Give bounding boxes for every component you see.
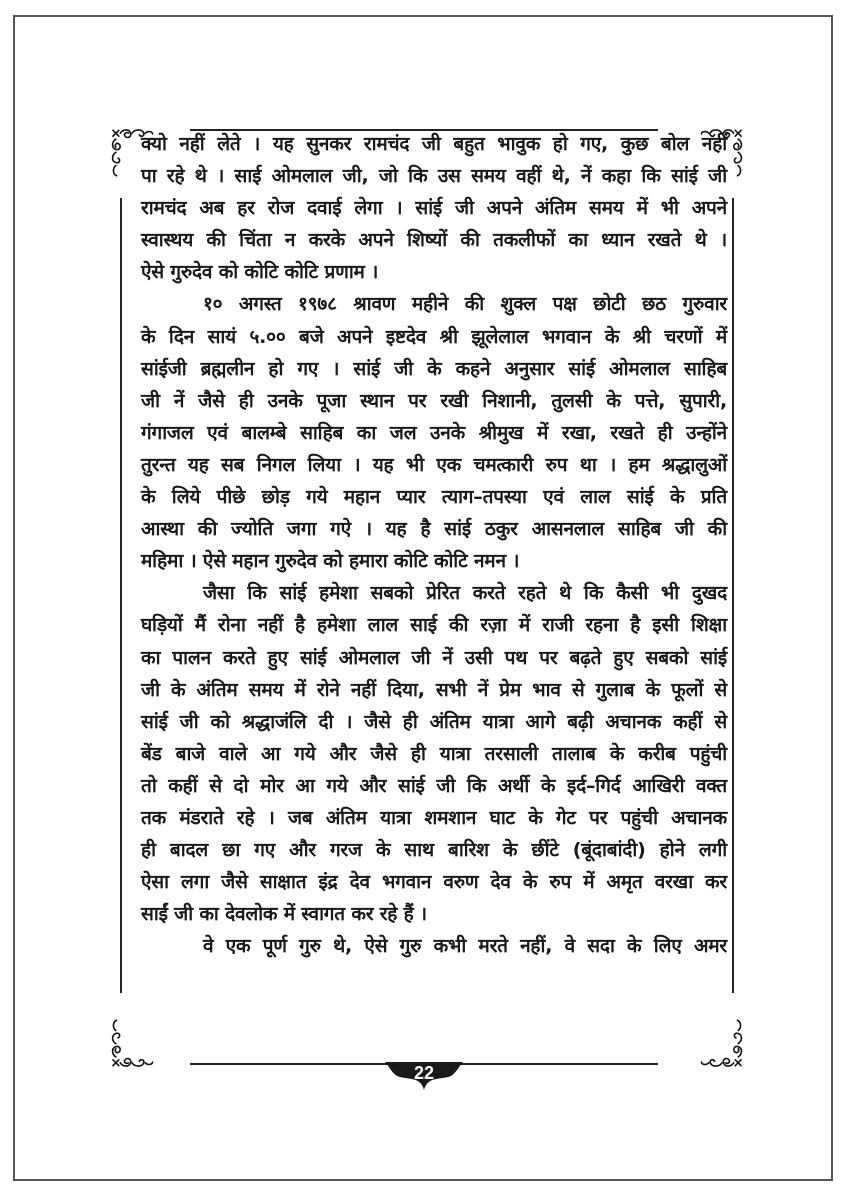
ornamental-scroll-icon (110, 1010, 154, 1076)
paragraph (141, 128, 727, 288)
corner-ornament-bottom-left-icon (110, 1010, 154, 1076)
paragraph (141, 577, 727, 930)
page-number-badge (385, 1062, 463, 1084)
text-line: वे एक पूर्ण गुरु थे, ऐसे गुरु कभी मरते नहीं, वे सदा के लिए अमर (203, 935, 727, 958)
body-text (141, 128, 727, 962)
text-line: ही बादल छा गए और गरज के साथ बारिश के छींटे (बूंदाबांदी) होने लगी (141, 839, 727, 862)
corner-ornament-bottom-right-icon (700, 1010, 744, 1076)
text-line: का पालन करते हुए सांई ओमलाल जी नें उसी पथ पर बढ़ते हुए सबको सांई (141, 646, 727, 669)
text-line: जी नें जैसे ही उनके पूजा स्थान पर रखी निशानी, तुलसी के पत्ते, सुपारी, (141, 389, 727, 412)
text-line: क्यो नहीं लेते । यह सुनकर रामचंद जी बहुत भावुक हो गए, कुछ बोल नहीं (141, 133, 727, 155)
text-line: जैसा कि सांई हमेशा सबको प्रेरित करते रहते थे कि कैसी भी दुखद (203, 582, 727, 605)
text-line: पा रहे थे । साई ओमलाल जी, जो कि उस समय वहीं थे, नें कहा कि सांई जी (141, 165, 727, 188)
text-line: महिमा । ऐसे महान गुरुदेव को हमारा कोटि कोटि नमन । (141, 550, 520, 573)
text-line: तो कहीं से दो मोर आ गये और सांई जी कि अर्थी के इर्द–गिर्द आखिरी वक्त (141, 774, 727, 797)
text-line: रामचंद अब हर रोज दवाई लेगा । सांई जी अपने अंतिम समय में भी अपने (141, 197, 727, 220)
text-line: गंगाजल एवं बालम्बे साहिब का जल उनके श्रीमुख में रखा, रखते ही उन्होंने (141, 421, 727, 444)
text-line: ऐसा लगा जैसे साक्षात इंद्र देव भगवान वरुण देव के रुप में अमृत वरखा कर (141, 871, 727, 894)
paragraph (141, 930, 727, 962)
ornamental-scroll-icon (700, 1010, 744, 1076)
text-line: आस्था की ज्योति जगा गऐ । यह है सांई ठकुर आसनलाल साहिब जी की (141, 518, 727, 541)
frame-right-rule (732, 198, 734, 993)
text-line: १० अगस्त १९७८ श्रावण महीने की शुक्ल पक्ष छोटी छठ गुरुवार (203, 293, 727, 316)
text-line: तक मंडराते रहे । जब अंतिम यात्रा शमशान घाट के गेट पर पहुंची अचानक (141, 806, 727, 829)
text-line: ऐसे गुरुदेव को कोटि कोटि प्रणाम । (141, 261, 379, 284)
page-number: 22 (413, 1063, 435, 1083)
text-line: स्वास्थय की चिंता न करके अपने शिष्यों की तकलीफों का ध्यान रखते थे । (141, 229, 727, 252)
text-line: तुरन्त यह सब निगल लिया । यह भी एक चमत्कारी रुप था । हम श्रद्धालुओं (141, 453, 727, 476)
text-line: साईं जी का देवलोक में स्वागत कर रहे हैं । (141, 903, 427, 926)
text-line: बेंड बाजे वाले आ गये और जैसे ही यात्रा तरसाली तालाब के करीब पहुंची (141, 742, 727, 765)
text-line: घड़ियों मैं रोना नहीं है हमेशा लाल साई की रज़ा में राजी रहना है इसी शिक्षा (141, 614, 727, 637)
text-line: सांई जी को श्रद्धाजंलि दी । जैसे ही अंतिम यात्रा आगे बढ़ी अचानक कहीं से (141, 710, 727, 733)
text-line: के दिन सायं ५.०० बजे अपने इष्टदेव श्री झूलेलाल भगवान के श्री चरणों में (141, 325, 727, 348)
text-line: जी के अंतिम समय में रोने नहीं दिया, सभी नें प्रेम भाव से गुलाब के फूलों से (141, 678, 727, 701)
frame-left-rule (120, 198, 122, 993)
paragraph (141, 288, 727, 577)
text-line: सांईजी ब्रह्मलीन हो गए । सांई जी के कहने अनुसार सांई ओमलाल साहिब (141, 357, 727, 380)
text-line: के लिये पीछे छोड़ गये महान प्यार त्याग–तपस्या एवं लाल सांई के प्रति (141, 486, 727, 509)
